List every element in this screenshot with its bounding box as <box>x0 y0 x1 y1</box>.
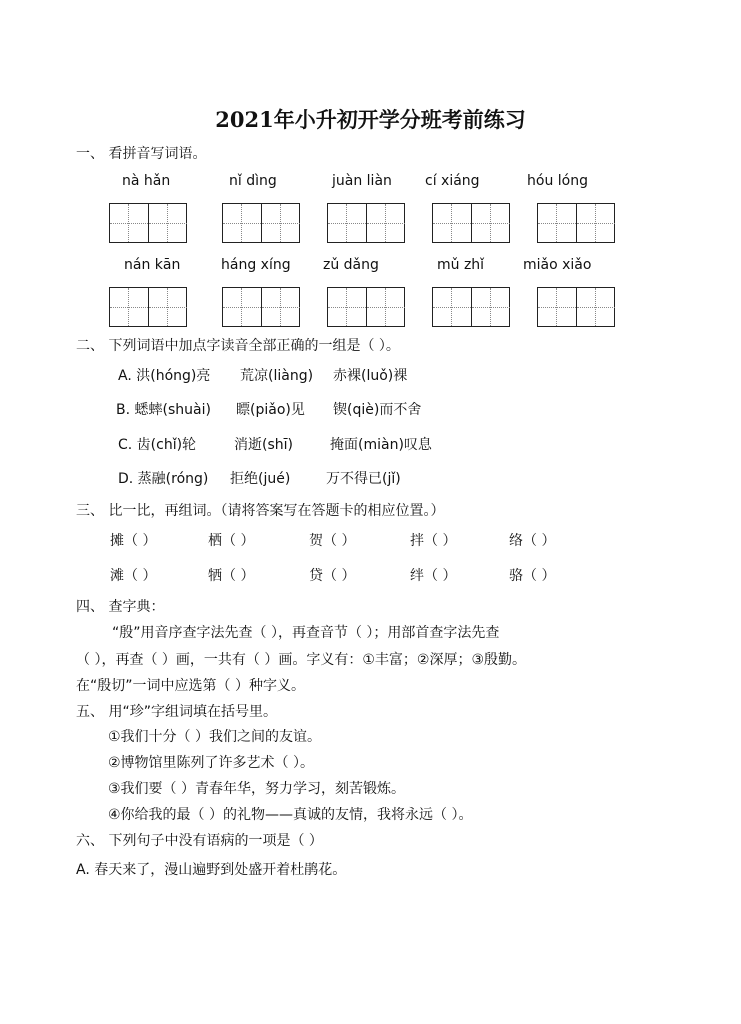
writing-grid[interactable] <box>432 203 510 243</box>
compare-item: 滩（ ） <box>110 568 157 584</box>
option-c-word: 掩面(miàn)叹息 <box>330 437 432 453</box>
compare-item: 牺（ ） <box>208 568 255 584</box>
dictionary-line-2: （ ），再查（ ）画，一共有（ ）画。字义有：①丰富；②深厚；③殷勤。 <box>76 652 527 668</box>
compare-item: 绊（ ） <box>410 568 457 584</box>
writing-grid[interactable] <box>109 203 187 243</box>
writing-grid[interactable] <box>109 287 187 327</box>
writing-grid[interactable] <box>327 203 405 243</box>
compare-item: 拌（ ） <box>410 533 457 549</box>
compare-item: 摊（ ） <box>110 533 157 549</box>
section-1-heading: 一、 看拼音写词语。 <box>76 146 207 162</box>
pinyin-label: juàn liàn <box>332 173 392 189</box>
dictionary-line-3: 在“殷切”一词中应选第（ ）种字义。 <box>76 678 305 694</box>
pinyin-label: mǔ zhǐ <box>437 257 485 273</box>
pinyin-label: nán kān <box>124 257 181 273</box>
option-a-word: 荒凉(liàng) <box>240 368 314 384</box>
pinyin-label: háng xíng <box>221 257 291 273</box>
pinyin-label: nà hǎn <box>122 173 171 189</box>
compare-item: 络（ ） <box>509 533 556 549</box>
writing-grid[interactable] <box>537 203 615 243</box>
option-c-word: C. 齿(chǐ)轮 <box>118 437 197 453</box>
pinyin-label: miǎo xiǎo <box>523 257 592 273</box>
section-2-heading: 二、 下列词语中加点字读音全部正确的一组是（ ）。 <box>76 338 400 354</box>
option-d-word: 拒绝(jué) <box>230 471 291 487</box>
option-b-word: 瞟(piǎo)见 <box>236 402 305 418</box>
option-d-word: 万不得已(jǐ) <box>326 471 401 487</box>
page-title: 2021年小升初开学分班考前练习 <box>215 107 526 132</box>
writing-grid[interactable] <box>432 287 510 327</box>
option-a-word: A. 洪(hóng)亮 <box>118 368 211 384</box>
section-4-heading: 四、 查字典： <box>76 599 165 615</box>
fill-in-item: ③我们要（ ）青春年华，努力学习，刻苦锻炼。 <box>108 781 405 797</box>
compare-item: 栖（ ） <box>208 533 255 549</box>
fill-in-item: ①我们十分（ ）我们之间的友谊。 <box>108 729 322 745</box>
writing-grid[interactable] <box>537 287 615 327</box>
fill-in-item: ④你给我的最（ ）的礼物——真诚的友情，我将永远（ ）。 <box>108 807 473 823</box>
compare-item: 骆（ ） <box>509 568 556 584</box>
dictionary-line-1: “殷”用音序查字法先查（ ），再查音节（ ）；用部首查字法先查 <box>112 625 500 641</box>
option-b-word: 锲(qiè)而不舍 <box>333 402 422 418</box>
compare-item: 贷（ ） <box>309 568 356 584</box>
pinyin-label: hóu lóng <box>527 173 588 189</box>
writing-grid[interactable] <box>222 203 300 243</box>
section-3-heading: 三、 比一比，再组词。（请将答案写在答题卡的相应位置。） <box>76 503 445 519</box>
option-d-word: D. 蒸融(róng) <box>118 471 209 487</box>
pinyin-label: cí xiáng <box>425 173 480 189</box>
writing-grid[interactable] <box>327 287 405 327</box>
compare-item: 贺（ ） <box>309 533 356 549</box>
writing-grid[interactable] <box>222 287 300 327</box>
choice-option-a: A. 春天来了，漫山遍野到处盛开着杜鹃花。 <box>76 862 347 878</box>
fill-in-item: ②博物馆里陈列了许多艺术（ ）。 <box>108 755 315 771</box>
pinyin-label: nǐ dìng <box>229 173 277 189</box>
option-c-word: 消逝(shī) <box>234 437 293 453</box>
section-6-heading: 六、 下列句子中没有语病的一项是（ ） <box>76 833 323 849</box>
pinyin-label: zǔ dǎng <box>323 257 379 273</box>
section-5-heading: 五、 用“珍”字组词填在括号里。 <box>76 704 277 720</box>
option-a-word: 赤裸(luǒ)裸 <box>333 368 408 384</box>
option-b-word: B. 蟋蟀(shuài) <box>116 402 211 418</box>
